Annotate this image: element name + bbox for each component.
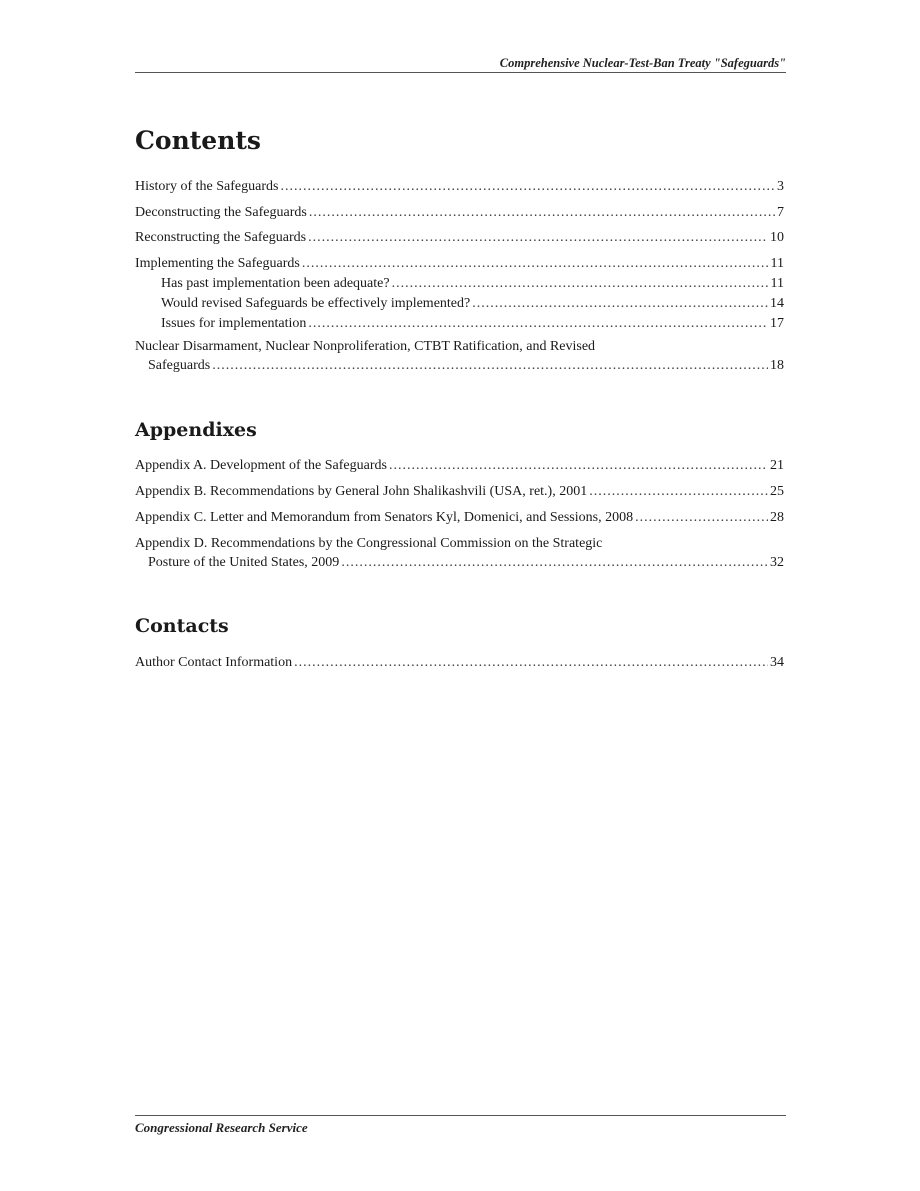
toc-entry-title: Would revised Safeguards be effectively implemented? (161, 296, 471, 311)
toc-page-number: 18 (770, 358, 784, 373)
toc-entry-title: Deconstructing the Safeguards (135, 205, 307, 220)
page-footer: Congressional Research Service (135, 1120, 308, 1135)
dot-leader (308, 314, 768, 333)
toc-entry-title: History of the Safeguards (135, 179, 279, 194)
toc-subentry-past-implementation[interactable] (161, 274, 784, 293)
toc-entry-title: Appendix A. Development of the Safeguards (135, 458, 387, 473)
contacts-heading: Contacts (135, 615, 229, 637)
toc-entry-title: Author Contact Information (135, 655, 293, 670)
toc-page-number: 14 (770, 296, 784, 311)
toc-entry-appendix-b[interactable] (135, 482, 784, 501)
dot-leader (308, 228, 768, 247)
dot-leader (212, 356, 768, 375)
toc-page-number: 11 (770, 256, 784, 271)
dot-leader (309, 203, 775, 222)
toc-entry-title: Has past implementation been adequate? (161, 276, 390, 291)
toc-entry-title-line2: Safeguards (148, 358, 211, 373)
toc-entry-deconstructing[interactable] (135, 203, 784, 222)
toc-entry-implementing[interactable] (135, 254, 784, 273)
contents-heading: Contents (135, 126, 262, 155)
toc-page-number: 11 (770, 276, 784, 291)
toc-entry-appendix-c[interactable] (135, 508, 784, 527)
dot-leader (635, 508, 768, 527)
toc-page-number: 7 (777, 205, 784, 220)
toc-entry-title: Reconstructing the Safeguards (135, 230, 307, 245)
toc-entry-disarmament[interactable] (135, 337, 784, 375)
running-header: Comprehensive Nuclear-Test-Ban Treaty "Safeguards" (499, 56, 786, 70)
toc-page-number: 25 (770, 484, 784, 499)
header-rule (135, 72, 786, 73)
toc-entry-history[interactable] (135, 177, 784, 196)
dot-leader (472, 294, 768, 313)
toc-page-number: 10 (770, 230, 784, 245)
dot-leader (341, 553, 768, 572)
toc-subentry-revised-safeguards[interactable] (161, 294, 784, 313)
dot-leader (280, 177, 775, 196)
dot-leader (392, 274, 769, 293)
dot-leader (294, 653, 768, 672)
toc-entry-title-line2: Posture of the United States, 2009 (148, 555, 340, 570)
toc-entry-appendix-d[interactable] (135, 534, 784, 572)
toc-entry-title: Issues for implementation (161, 316, 307, 331)
dot-leader (589, 482, 768, 501)
toc-entry-appendix-a[interactable] (135, 456, 784, 475)
appendixes-heading: Appendixes (135, 419, 257, 441)
toc-subentry-issues[interactable] (161, 314, 784, 333)
dot-leader (389, 456, 768, 475)
toc-entry-title: Appendix B. Recommendations by General John Shalikashvili (USA, ret.), 2001 (135, 484, 588, 499)
toc-page-number: 34 (770, 655, 784, 670)
toc-page-number: 32 (770, 555, 784, 570)
toc-entry-title-line1: Nuclear Disarmament, Nuclear Nonproliferation, CTBT Ratification, and Revised (135, 339, 596, 354)
toc-entry-title: Implementing the Safeguards (135, 256, 300, 271)
footer-rule (135, 1115, 786, 1116)
toc-entry-author-contact[interactable] (135, 653, 784, 672)
toc-page-number: 3 (777, 179, 784, 194)
toc-page-number: 21 (770, 458, 784, 473)
toc-page-number: 28 (770, 510, 784, 525)
toc-page-number: 17 (770, 316, 784, 331)
toc-entry-reconstructing[interactable] (135, 228, 784, 247)
dot-leader (302, 254, 769, 273)
toc-entry-title: Appendix C. Letter and Memorandum from Senators Kyl, Domenici, and Sessions, 2008 (135, 510, 634, 525)
toc-entry-title-line1: Appendix D. Recommendations by the Congressional Commission on the Strategic (135, 536, 603, 551)
